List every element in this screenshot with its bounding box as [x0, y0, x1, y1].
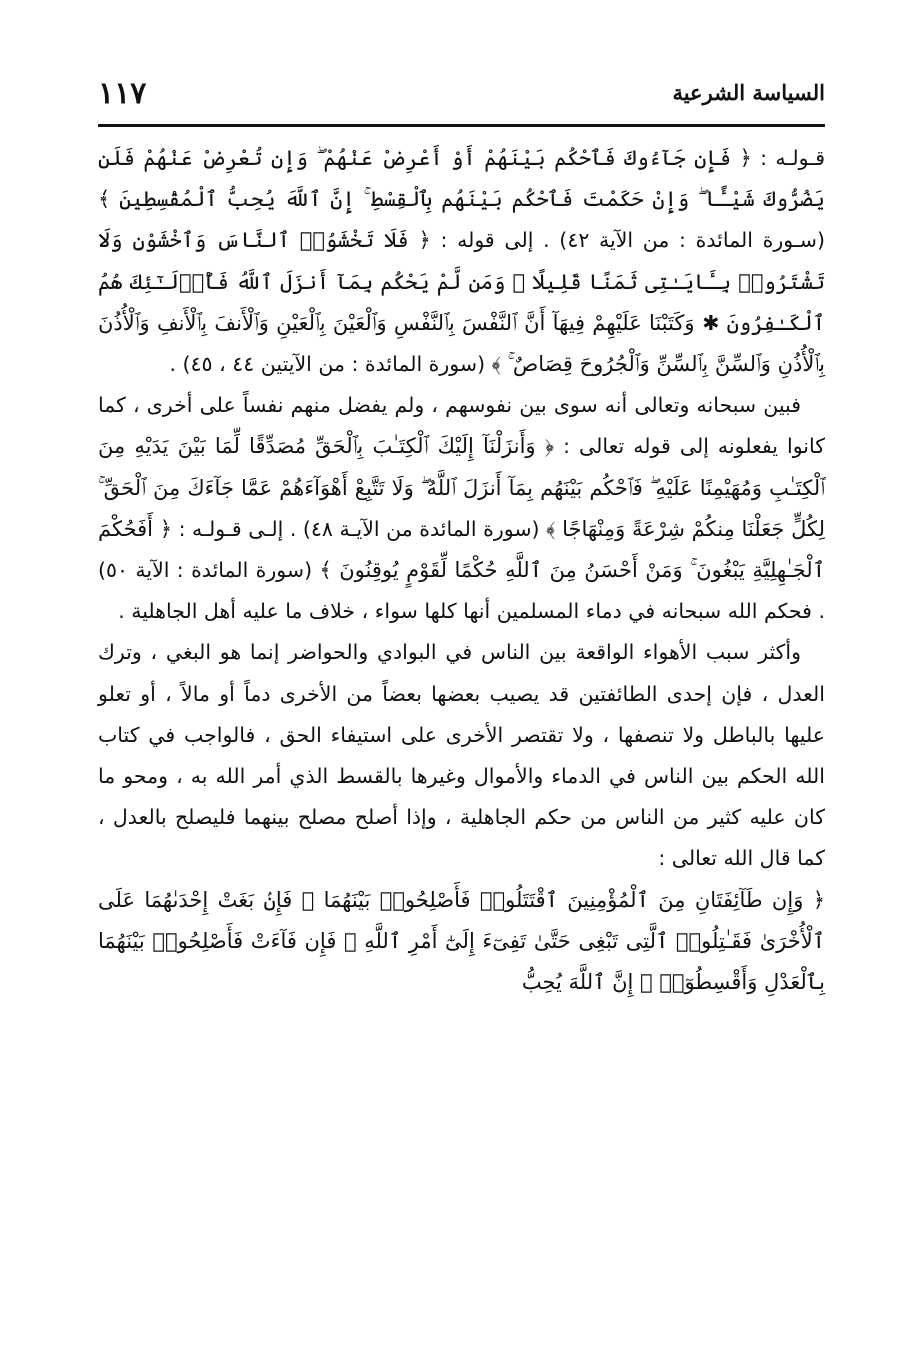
paragraph-3 [98, 632, 825, 879]
quran-verse: ﴿ أَفَحُكْمَ ٱلْجَـٰهِلِيَّةِ يَبْغُونَ ۚ وَمَنْ أَحْسَنُ مِنَ ٱللَّهِ حُكْمًا لِّقَوْمٍ يُوقِنُونَ ﴾ [98, 516, 825, 583]
text-run: فبين سبحانه وتعالى أنه سوى بين نفوسهم ، ولم يفضل منهم نفساً على أخرى ، كما كانوا يفعلونه إلى قوله تعالى : [98, 393, 825, 459]
quran-verse: ﴿ وَإِن طَآئِفَتَانِ مِنَ ٱلْمُؤْمِنِينَ ٱقْتَتَلُوا۟ فَأَصْلِحُوا۟ بَيْنَهُمَا ۖ فَإِنۢ بَغَتْ إِحْدَىٰهُمَا عَلَى ٱلْأُخْرَىٰ فَقَـٰتِلُوا۟ ٱلَّتِى تَبْغِى حَتَّىٰ تَفِىٓءَ إِلَىٰٓ أَمْرِ ٱللَّهِ ۚ فَإِن فَآءَتْ فَأَصْلِحُوا۟ بَيْنَهُمَا بِٱلْعَدْلِ وَأَقْسِطُوٓا۟ ۖ إِنَّ ٱللَّهَ يُحِبُّ [98, 887, 825, 995]
quran-verse: ﴿ فَإِن جَآءُوكَ فَٱحْكُم بَيْنَهُمْ أَوْ أَعْرِضْ عَنْهُمْ ۖ وَإِن تُعْرِضْ عَنْهُمْ فَلَن يَضُرُّوكَ شَيْـًٔا ۖ وَإِنْ حَكَمْتَ فَٱحْكُم بَيْنَهُم بِٱلْقِسْطِ ۚ إِنَّ ٱللَّهَ يُحِبُّ ٱلْمُقْسِطِينَ ﴾ [98, 146, 825, 212]
quran-verse: وَكَتَبْنَا عَلَيْهِمْ فِيهَآ أَنَّ ٱلنَّفْسَ بِٱلنَّفْسِ وَٱلْعَيْنَ بِٱلْعَيْنِ وَٱلْأَنفَ بِٱلْأَنفِ وَٱلْأُذُنَ بِٱلْأُذُنِ وَٱلسِّنَّ بِٱلسِّنِّ وَٱلْجُرُوحَ قِصَاصٌ ۚ ﴾ [98, 310, 825, 377]
text-run: (سورة المائدة : الآية ٥٠) . فحكم الله سبحانه في دماء المسلمين أنها كلها سواء ، خلاف ما عليه أهل الجاهلية . [98, 558, 825, 624]
paragraph-1 [98, 138, 825, 385]
text-run: (سـورة المائدة : من الآية ٤٢) . إلى قوله : [430, 228, 825, 253]
paragraph-2 [98, 385, 825, 632]
verse-separator-icon: ✱ [694, 310, 720, 335]
quran-verse: ﴿ وَأَنزَلْنَآ إِلَيْكَ ٱلْكِتَـٰبَ بِٱلْحَقِّ مُصَدِّقًا لِّمَا بَيْنَ يَدَيْهِ مِنَ ٱلْكِتَـٰبِ وَمُهَيْمِنًا عَلَيْهِ ۖ فَٱحْكُم بَيْنَهُم بِمَآ أَنزَلَ ٱللَّهُ ۖ وَلَا تَتَّبِعْ أَهْوَآءَهُمْ عَمَّا جَآءَكَ مِنَ ٱلْحَقِّ ۚ لِكُلٍّ جَعَلْنَا مِنكُمْ شِرْعَةً وَمِنْهَاجًا ﴾ [98, 434, 825, 541]
page-number: ١١٧ [98, 76, 147, 111]
text-run: قـولـه : [751, 146, 826, 170]
body-text [98, 138, 825, 1003]
running-title: السياسة الشرعية [672, 80, 825, 105]
running-header [98, 76, 825, 120]
header-rule [98, 124, 825, 127]
paragraph-4 [98, 880, 825, 1004]
text-run: (سورة المائدة من الآيـة ٤٨) . إلـى قـولـه : [172, 516, 540, 541]
quran-verse: ﴿ فَلَا تَخْشَوُا۟ ٱلنَّاسَ وَٱخْشَوْنِ وَلَا تَشْتَرُوا۟ بِـَٔايَـٰتِى ثَمَنًا قَلِيلًا ۚ وَمَن لَّمْ يَحْكُم بِمَآ أَنزَلَ ٱللَّهُ فَأُو۟لَـٰٓئِكَ هُمُ ٱلْكَـٰفِرُونَ [98, 228, 825, 335]
text-run: (سورة المائدة : من الآيتين ٤٤ ، ٤٥) . [169, 352, 486, 377]
text-run: وأكثر سبب الأهواء الواقعة بين الناس في البوادي والحواضر إنما هو البغي ، وترك العدل ، فإن إحدى الطائفتين قد يصيب بعضها بعضاً من الأخرى دماً أو مالاً ، أو تعلو عليها بالباطل ولا تنصفها ، ولا تقتصر الأخرى على استيفاء الحق ، فالواجب في كتاب الله الحكم بين الناس في الدماء والأموال وغيرها بالقسط الذي أمر الله به ، ومحو ما كان عليه كثير من الناس من حكم الجاهلية ، وإذا أصلح مصلح بينهما فليصلح بالعدل ، كما قال الله تعالى : [98, 640, 825, 871]
